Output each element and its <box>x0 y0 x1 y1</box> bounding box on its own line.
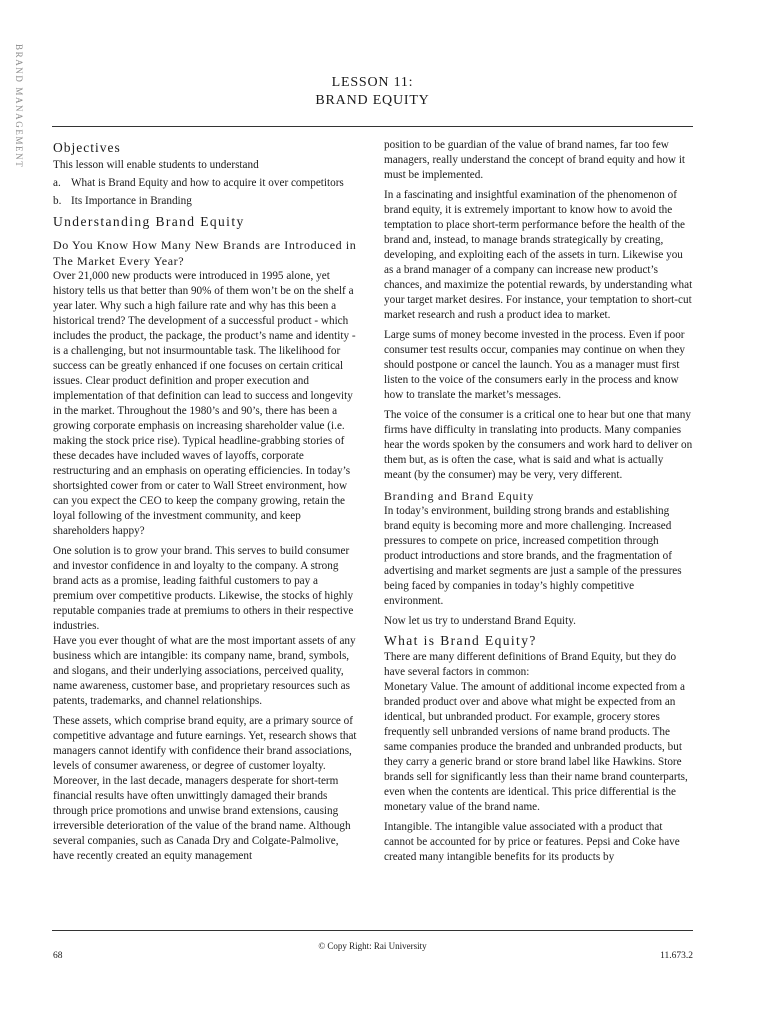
objective-text: What is Brand Equity and how to acquire it over competitors <box>71 177 344 189</box>
paragraph: Have you ever thought of what are the most important assets of any business which are intangible: its company name, brand, symbols, and slogans, and their underlying associations, perceived quality, name awareness, customer base, and proprietary resources such as patents, trademarks, and channel relationships. <box>53 635 356 707</box>
objectives-heading: Objectives <box>53 140 121 155</box>
lesson-title: BRAND EQUITY <box>315 93 430 108</box>
paragraph: These assets, which comprise brand equity, are a primary source of competitive advantage and future earnings. Yet, research shows that managers cannot identify with confidence their brand associations, levels of consumer awareness, or degree of customer loyalty. Moreover, in the last decade, managers desperate for short-term financial results have often unwittingly damaged their brands through price promotions and unwise brand extensions, causing irreversible deterioration of the value of the brand name. Although several companies, such as Canada Dry and Colgate-Palmolive, have recently created an equity management <box>53 715 357 862</box>
paragraph: The voice of the consumer is a critical one to hear but one that many firms have difficulty in translating into products. Many companies hear the words spoken by the consumers and work hard to deliver on them but, as is often the case, what is said and what is actually meant (by the consumer) may be very, very different. <box>384 409 693 481</box>
paragraph: There are many different definitions of Brand Equity, but they do have several factors in common: <box>384 651 677 678</box>
what-heading: What is Brand Equity? <box>384 633 537 648</box>
objective-item <box>53 194 358 209</box>
objective-marker: b. <box>53 195 62 207</box>
lesson-number: LESSON 11: <box>331 75 414 90</box>
right-column <box>384 138 693 870</box>
paragraph: Intangible. The intangible value associated with a product that cannot be accounted for by price or features. Pepsi and Coke have created many intangible benefits for its products by <box>384 821 680 863</box>
objective-item <box>53 176 358 191</box>
page-number: 68 <box>53 951 63 961</box>
course-code: 11.673.2 <box>660 951 693 961</box>
paragraph: position to be guardian of the value of brand names, far too few managers, really understand the concept of brand equity and how it must be implemented. <box>384 139 686 181</box>
objectives-intro: This lesson will enable students to understand <box>53 159 259 171</box>
branding-heading: Branding and Brand Equity <box>384 489 535 503</box>
paragraph: In today’s environment, building strong brands and establishing brand equity is becoming more and more challenging. Increased pressures to compete on price, increased competition through product introductions and store brands, and the fragmentation of advertising and market segments are just a sample of the pressures being faced by companies in today’s highly competitive environment. <box>384 505 682 607</box>
paragraph: Over 21,000 new products were introduced in 1995 alone, yet history tells us that better than 90% of them won’t be on the shelf a year later. Why such a high failure rate and why has this been a historical trend? The development of a successful product - which includes the product, the package, the product’s name and identity - is a challenging, but not insurmountable task. The likelihood for success can be greatly enhanced if one focuses on certain critical issues. Clear product definition and proper execution and implementation of that definition can lead to success and longevity in the market. Throughout the 1980’s and 90’s, there has been a growing corporate emphasis on increasing shareholder value (i.e. making the stock price rise). Typical headline-grabbing stories of these decades have included waves of layoffs, corporate restructuring and an emphasis on operating efficiencies. In today’s shortsighted cower from or cater to Wall Street environment, how can you expect the CEO to keep the company growing, retain the loyal following of the investment community, and keep shareholders happy? <box>53 270 356 537</box>
paragraph: Large sums of money become invested in the process. Even if poor consumer test results occur, companies may continue on when they should postpone or cancel the launch. You as a manager must first listen to the voice of the consumers early in the process and know how to translate the market’s messages. <box>384 329 685 401</box>
side-running-head-text: BRAND MANAGEMENT <box>14 44 24 169</box>
left-column <box>53 138 358 869</box>
objective-marker: a. <box>53 177 61 189</box>
question-heading: Do You Know How Many New Brands are Introduced in The Market Every Year? <box>53 238 357 268</box>
lesson-header <box>52 74 693 110</box>
paragraph: In a fascinating and insightful examination of the phenomenon of brand equity, it is extremely important to know how to avoid the temptation to place short-term performance before the health of the brand and, instead, to manage brands strategically by creating, developing, and exploiting each of the assets in turn. Likewise you as a brand manager of a company can increase new product’s chances, and maximize the potential rewards, by understanding what your target market desires. For instance, your temptation to short-cut market research and rush a product idea to market. <box>384 189 693 321</box>
paragraph: Now let us try to understand Brand Equity. <box>384 615 576 627</box>
understanding-heading: Understanding Brand Equity <box>53 214 245 229</box>
objective-text: Its Importance in Branding <box>71 195 192 207</box>
header-rule <box>52 126 693 127</box>
side-running-head <box>14 44 44 194</box>
paragraph: One solution is to grow your brand. This serves to build consumer and investor confidence in and loyalty to the company. A strong brand acts as a promise, leading faithful customers to pay a premium over competitive products. Likewise, the stocks of highly reputable companies trade at premiums to others in their respective industries. <box>53 545 354 632</box>
footer-rule <box>52 930 693 931</box>
paragraph: Monetary Value. The amount of additional income expected from a branded product over and above what might be expected from an identical, but unbranded product. For example, grocery stores frequently sell unbranded versions of name brand products. The same companies produce the branded and unbranded products, but they carry a generic brand or store brand label like Hawkins. Store brands sell for significantly less than their name brand counterparts, even when the contents are identical. This price differential is the monetary value of the brand name. <box>384 681 688 813</box>
footer-copyright: © Copy Right: Rai University <box>318 941 427 951</box>
